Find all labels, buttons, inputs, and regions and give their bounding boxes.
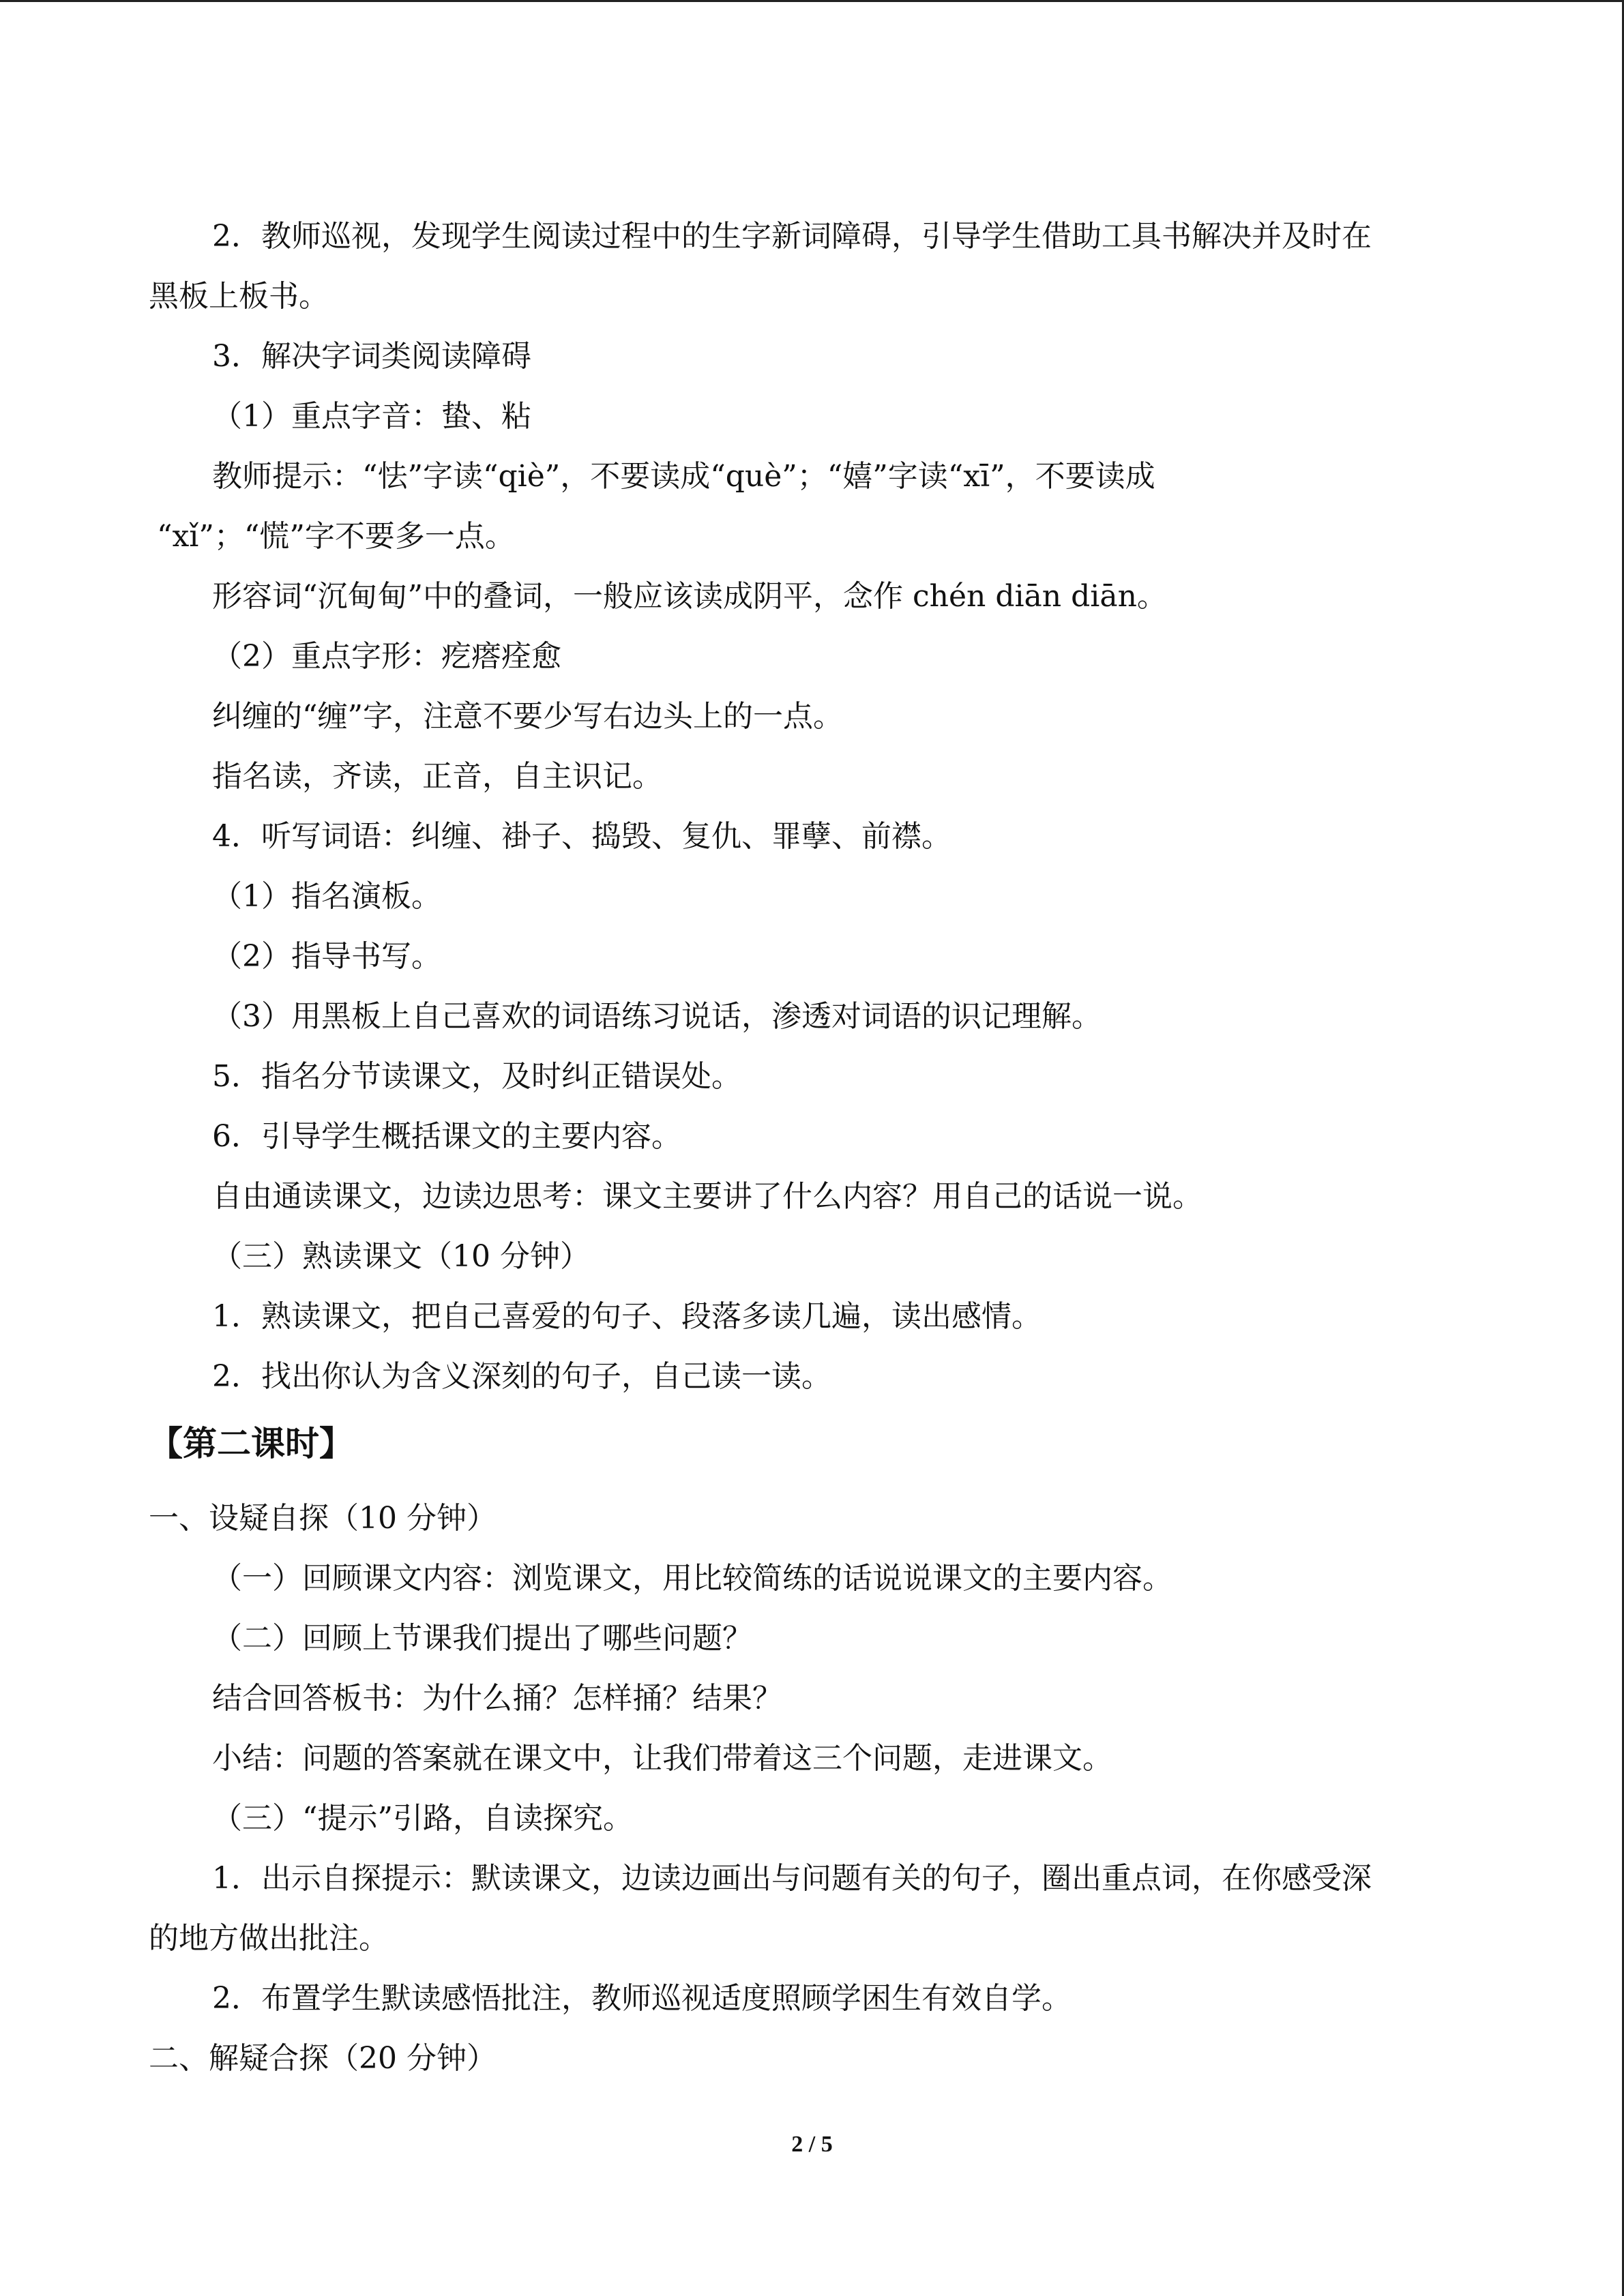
text-line: 结合回答板书：为什么捅？怎样捅？结果？ (212, 1681, 782, 1716)
text-line: 3．解决字词类阅读障碍 (212, 339, 531, 374)
text-line: 形容词“沉甸甸”中的叠词，一般应该读成阴平，念作 chén diān diān。 (212, 579, 1167, 614)
text-line: 黑板上板书。 (149, 279, 329, 314)
text-line: 纠缠的“缠”字，注意不要少写右边头上的一点。 (212, 699, 843, 734)
text-line: （二）回顾上节课我们提出了哪些问题？ (212, 1621, 752, 1656)
text-line: （3）用黑板上自己喜欢的词语练习说话，渗透对词语的识记理解。 (212, 999, 1102, 1034)
text-line: 1．熟读课文，把自己喜爱的句子、段落多读几遍，读出感情。 (212, 1299, 1042, 1334)
text-line: （一）回顾课文内容：浏览课文，用比较简练的话说说课文的主要内容。 (212, 1561, 1172, 1596)
text-line: 4．听写词语：纠缠、褂子、捣毁、复仇、罪孽、前襟。 (212, 819, 951, 854)
document-body (149, 207, 1475, 2089)
text-line: （三）熟读课文（10 分钟） (212, 1239, 590, 1274)
text-line: 小结：问题的答案就在课文中，让我们带着这三个问题，走进课文。 (212, 1741, 1112, 1776)
text-line: 6．引导学生概括课文的主要内容。 (212, 1119, 681, 1154)
text-line: 指名读，齐读，正音，自主识记。 (212, 759, 662, 794)
text-line: 自由通读课文，边读边思考：课文主要讲了什么内容？用自己的话说一说。 (212, 1179, 1202, 1214)
text-line: （1）指名演板。 (212, 879, 441, 914)
text-line: “xǐ”；“慌”字不要多一点。 (157, 519, 515, 554)
section-heading: 【第二课时】 (149, 1424, 353, 1463)
text-line: （2）指导书写。 (212, 939, 441, 974)
section-heading-row (149, 1407, 1475, 1489)
text-line: （三）“提示”引路，自读探究。 (212, 1801, 633, 1836)
text-line: 教师提示：“怯”字读“qiè”，不要读成“què”；“嬉”字读“xī”，不要读成 (212, 459, 1155, 494)
text-line: 一、设疑自探（10 分钟） (149, 1501, 497, 1536)
text-line: 2．布置学生默读感悟批注，教师巡视适度照顾学困生有效自学。 (212, 1981, 1072, 2016)
text-line: 2．教师巡视，发现学生阅读过程中的生字新词障碍，引导学生借助工具书解决并及时在 (212, 219, 1372, 254)
text-line: 二、解疑合探（20 分钟） (149, 2041, 497, 2076)
text-line: 2．找出你认为含义深刻的句子，自己读一读。 (212, 1359, 831, 1394)
text-line: （1）重点字音：蛰、粘 (212, 399, 531, 434)
text-line: 5．指名分节读课文，及时纠正错误处。 (212, 1059, 741, 1094)
text-line: 的地方做出批注。 (149, 1921, 389, 1956)
lesson-section-second-period (149, 1489, 1475, 2089)
lesson-section-first-period (149, 207, 1475, 1407)
text-line: （2）重点字形：疙瘩痊愈 (212, 639, 561, 674)
page-number: 2 / 5 (791, 2132, 833, 2157)
text-line: 1．出示自探提示：默读课文，边读边画出与问题有关的句子，圈出重点词，在你感受深 (212, 1861, 1372, 1896)
